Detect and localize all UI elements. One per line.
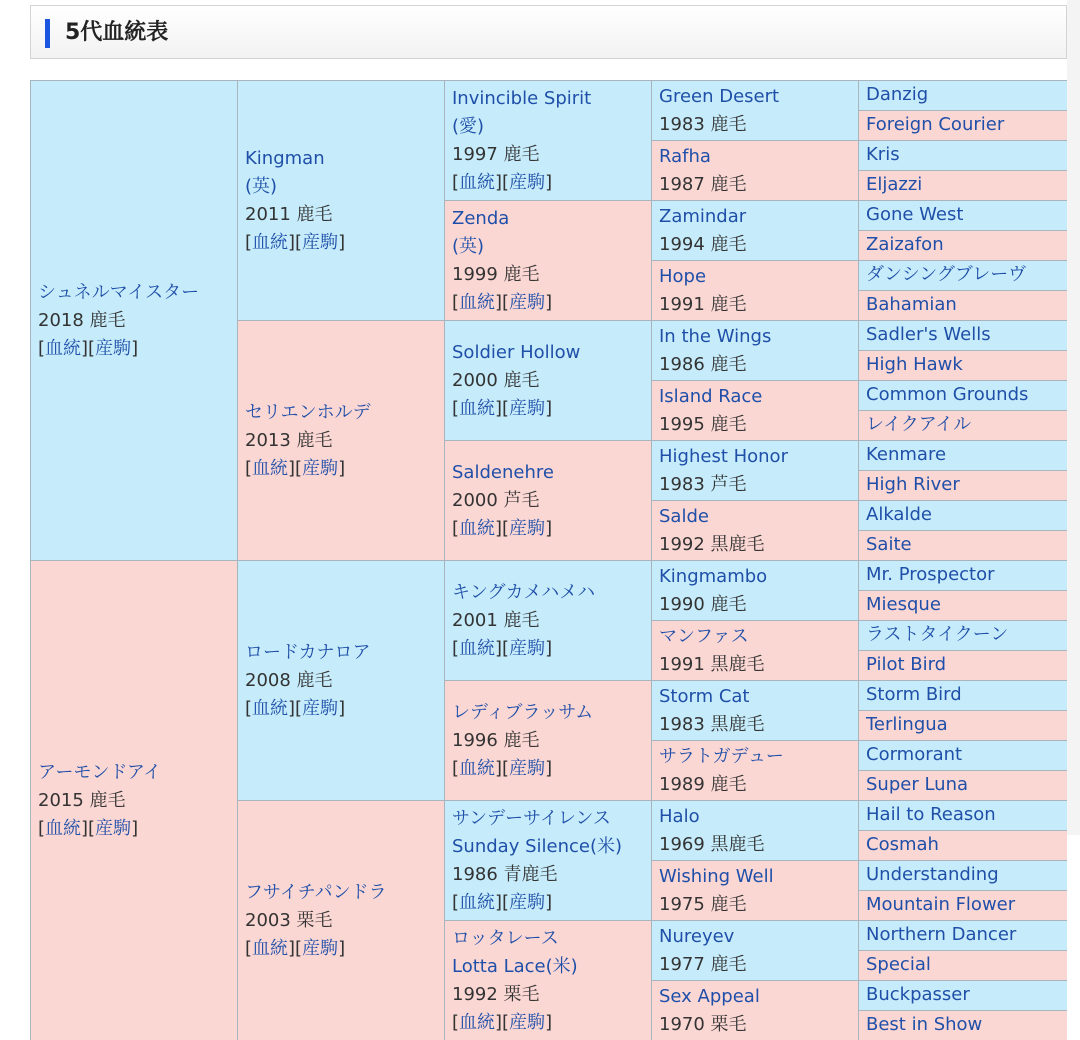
ancestor-cell-gen4 bbox=[651, 320, 858, 380]
offspring-link[interactable]: 産駒 bbox=[302, 697, 339, 719]
birth-year-coat: 1990 鹿毛 bbox=[659, 593, 747, 615]
pedigree-links: [血統][産駒] bbox=[452, 891, 553, 913]
birth-year-coat: 1992 黒鹿毛 bbox=[659, 533, 765, 555]
horse-name-link[interactable]: Hail to Reason bbox=[866, 804, 996, 825]
ancestor-cell-gen5 bbox=[858, 950, 1067, 980]
ancestor-cell-gen3 bbox=[444, 560, 651, 680]
horse-name-link[interactable]: ラストタイクーン bbox=[866, 624, 1009, 645]
pedigree-link[interactable]: 血統 bbox=[252, 937, 289, 959]
birth-year-coat: 1983 芦毛 bbox=[659, 473, 747, 495]
horse-name-link[interactable]: Foreign Courier bbox=[866, 114, 1005, 135]
horse-name-link[interactable]: ロッタレース bbox=[452, 927, 559, 949]
ancestor-cell-gen5 bbox=[858, 590, 1067, 620]
horse-name-link[interactable]: ロードカナロア bbox=[245, 641, 371, 663]
horse-name-link[interactable]: Northern Dancer bbox=[866, 924, 1017, 945]
ancestor-cell-gen5 bbox=[858, 530, 1067, 560]
ancestor-cell-gen4 bbox=[651, 740, 858, 800]
pedigree-link[interactable]: 血統 bbox=[459, 397, 496, 419]
pedigree-link[interactable]: 血統 bbox=[45, 337, 82, 359]
horse-name-link[interactable]: Kris bbox=[866, 144, 900, 165]
horse-name-link[interactable]: Saldenehre bbox=[452, 461, 554, 483]
horse-name-link[interactable]: Sex Appeal bbox=[659, 985, 760, 1007]
horse-name-link[interactable]: ダンシングブレーヴ bbox=[866, 264, 1027, 285]
horse-name-link[interactable]: Invincible Spirit bbox=[452, 87, 592, 109]
ancestor-cell-gen5 bbox=[858, 620, 1067, 650]
horse-name-link[interactable]: Super Luna bbox=[866, 774, 969, 795]
horse-name-link[interactable]: キングカメハメハ bbox=[452, 581, 596, 603]
birth-year-coat: 1986 鹿毛 bbox=[659, 353, 747, 375]
horse-name-link[interactable]: Best in Show bbox=[866, 1014, 983, 1035]
birth-year-coat: 1986 青鹿毛 bbox=[452, 863, 558, 885]
ancestor-cell-gen5 bbox=[858, 170, 1067, 200]
ancestor-cell-gen4 bbox=[651, 140, 858, 200]
horse-name-link[interactable]: Salde bbox=[659, 505, 709, 527]
ancestor-cell-gen4 bbox=[651, 440, 858, 500]
horse-name-link[interactable]: Highest Honor bbox=[659, 445, 788, 467]
horse-name-link[interactable]: Kenmare bbox=[866, 444, 947, 465]
ancestor-cell-gen5 bbox=[858, 560, 1067, 590]
ancestor-cell-gen3 bbox=[444, 440, 651, 560]
horse-name-link[interactable]: High River bbox=[866, 474, 960, 495]
offspring-link[interactable]: 産駒 bbox=[509, 171, 546, 193]
horse-name-link[interactable]: Storm Cat bbox=[659, 685, 750, 707]
horse-name-link[interactable]: セリエンホルデ bbox=[245, 401, 371, 423]
horse-name-link[interactable]: Buckpasser bbox=[866, 984, 970, 1005]
ancestor-cell-gen4 bbox=[651, 980, 858, 1040]
ancestor-cell-gen3 bbox=[444, 920, 651, 1040]
horse-name-link[interactable]: Saite bbox=[866, 534, 912, 555]
ancestor-cell-gen1 bbox=[30, 80, 237, 560]
ancestor-cell-gen5 bbox=[858, 920, 1067, 950]
ancestor-cell-gen1 bbox=[30, 560, 237, 1040]
horse-name-link[interactable]: Kingman bbox=[245, 147, 325, 169]
ancestor-cell-gen5 bbox=[858, 320, 1067, 350]
horse-name-link[interactable]: フサイチパンドラ bbox=[245, 881, 387, 903]
ancestor-cell-gen5 bbox=[858, 500, 1067, 530]
offspring-link[interactable]: 産駒 bbox=[302, 457, 339, 479]
ancestor-cell-gen2 bbox=[237, 800, 444, 1040]
horse-name-link[interactable]: Soldier Hollow bbox=[452, 341, 581, 363]
birth-year-coat: 1992 栗毛 bbox=[452, 983, 540, 1005]
ancestor-cell-gen5 bbox=[858, 80, 1067, 110]
horse-name-link[interactable]: サンデーサイレンス bbox=[452, 807, 611, 829]
ancestor-cell-gen5 bbox=[858, 110, 1067, 140]
ancestor-cell-gen5 bbox=[858, 740, 1067, 770]
pedigree-link[interactable]: 血統 bbox=[459, 637, 496, 659]
pedigree-link[interactable]: 血統 bbox=[459, 171, 496, 193]
birth-year-coat: 1994 鹿毛 bbox=[659, 233, 747, 255]
horse-name-link[interactable]: Understanding bbox=[866, 864, 999, 885]
offspring-link[interactable]: 産駒 bbox=[509, 637, 546, 659]
birth-year-coat: 2018 鹿毛 bbox=[38, 309, 126, 331]
pedigree-link[interactable]: 血統 bbox=[459, 757, 496, 779]
pedigree-link[interactable]: 血統 bbox=[252, 231, 289, 253]
ancestor-cell-gen5 bbox=[858, 890, 1067, 920]
ancestor-cell-gen4 bbox=[651, 920, 858, 980]
horse-name-link[interactable]: Island Race bbox=[659, 385, 763, 407]
offspring-link[interactable]: 産駒 bbox=[95, 817, 132, 839]
horse-origin-link[interactable]: (英) bbox=[245, 175, 278, 197]
horse-name-link[interactable]: Common Grounds bbox=[866, 384, 1029, 405]
offspring-link[interactable]: 産駒 bbox=[509, 397, 546, 419]
horse-name-link[interactable]: Zamindar bbox=[659, 205, 747, 227]
ancestor-cell-gen3 bbox=[444, 680, 651, 800]
pedigree-links: [血統][産駒] bbox=[452, 637, 553, 659]
horse-origin-link[interactable]: (愛) bbox=[452, 115, 485, 137]
horse-name-link[interactable]: Storm Bird bbox=[866, 684, 962, 705]
pedigree-links: [血統][産駒] bbox=[452, 1011, 553, 1033]
birth-year-coat: 1977 鹿毛 bbox=[659, 953, 747, 975]
offspring-link[interactable]: 産駒 bbox=[302, 937, 339, 959]
pedigree-links: [血統][産駒] bbox=[245, 231, 346, 253]
ancestor-cell-gen4 bbox=[651, 680, 858, 740]
birth-year-coat: 2015 鹿毛 bbox=[38, 789, 126, 811]
birth-year-coat: 2000 芦毛 bbox=[452, 489, 540, 511]
pedigree-links: [血統][産駒] bbox=[245, 937, 346, 959]
pedigree-link[interactable]: 血統 bbox=[45, 817, 82, 839]
horse-name-link[interactable]: Rafha bbox=[659, 145, 711, 167]
birth-year-coat: 1989 鹿毛 bbox=[659, 773, 747, 795]
ancestor-cell-gen5 bbox=[858, 650, 1067, 680]
offspring-link[interactable]: 産駒 bbox=[302, 231, 339, 253]
horse-name-link[interactable]: Zenda bbox=[452, 207, 510, 229]
ancestor-cell-gen5 bbox=[858, 380, 1067, 410]
ancestor-cell-gen3 bbox=[444, 320, 651, 440]
horse-name-link[interactable]: Green Desert bbox=[659, 85, 780, 107]
horse-name-link[interactable]: Hope bbox=[659, 265, 707, 287]
pedigree-link[interactable]: 血統 bbox=[459, 1011, 496, 1033]
offspring-link[interactable]: 産駒 bbox=[509, 757, 546, 779]
horse-name-link[interactable]: Eljazzi bbox=[866, 174, 923, 195]
horse-origin-link[interactable]: (英) bbox=[452, 235, 485, 257]
ancestor-cell-gen5 bbox=[858, 470, 1067, 500]
ancestor-cell-gen5 bbox=[858, 290, 1067, 320]
ancestor-cell-gen5 bbox=[858, 140, 1067, 170]
horse-name-link[interactable]: Terlingua bbox=[866, 714, 948, 735]
horse-name-link[interactable]: Special bbox=[866, 954, 931, 975]
ancestor-cell-gen5 bbox=[858, 410, 1067, 440]
birth-year-coat: 1983 黒鹿毛 bbox=[659, 713, 765, 735]
ancestor-cell-gen4 bbox=[651, 560, 858, 620]
horse-name-link[interactable]: Cosmah bbox=[866, 834, 939, 855]
ancestor-cell-gen3 bbox=[444, 80, 651, 200]
horse-name-link[interactable]: Mr. Prospector bbox=[866, 564, 995, 585]
birth-year-coat: 1995 鹿毛 bbox=[659, 413, 747, 435]
birth-year-coat: 2013 鹿毛 bbox=[245, 429, 333, 451]
pedigree-link[interactable]: 血統 bbox=[459, 291, 496, 313]
section-title: 5代血統表 bbox=[65, 20, 169, 45]
offspring-link[interactable]: 産駒 bbox=[509, 891, 546, 913]
offspring-link[interactable]: 産駒 bbox=[509, 291, 546, 313]
ancestor-cell-gen5 bbox=[858, 710, 1067, 740]
birth-year-coat: 1991 鹿毛 bbox=[659, 293, 747, 315]
ancestor-cell-gen5 bbox=[858, 440, 1067, 470]
birth-year-coat: 2008 鹿毛 bbox=[245, 669, 333, 691]
horse-name-link[interactable]: Pilot Bird bbox=[866, 654, 947, 675]
birth-year-coat: 1999 鹿毛 bbox=[452, 263, 540, 285]
ancestor-cell-gen2 bbox=[237, 560, 444, 800]
ancestor-cell-gen4 bbox=[651, 260, 858, 320]
pedigree-links: [血統][産駒] bbox=[245, 457, 346, 479]
horse-name-link[interactable]: アーモンドアイ bbox=[38, 761, 162, 783]
pedigree-link[interactable]: 血統 bbox=[252, 457, 289, 479]
horse-name-link[interactable]: Alkalde bbox=[866, 504, 932, 525]
ancestor-cell-gen5 bbox=[858, 230, 1067, 260]
horse-origin-link[interactable]: Sunday Silence(米) bbox=[452, 835, 622, 857]
birth-year-coat: 1987 鹿毛 bbox=[659, 173, 747, 195]
horse-name-link[interactable]: Zaizafon bbox=[866, 234, 944, 255]
birth-year-coat: 2011 鹿毛 bbox=[245, 203, 333, 225]
horse-name-link[interactable]: High Hawk bbox=[866, 354, 963, 375]
birth-year-coat: 1991 黒鹿毛 bbox=[659, 653, 765, 675]
offspring-link[interactable]: 産駒 bbox=[95, 337, 132, 359]
horse-name-link[interactable]: In the Wings bbox=[659, 325, 772, 347]
birth-year-coat: 2003 栗毛 bbox=[245, 909, 333, 931]
pedigree-link[interactable]: 血統 bbox=[252, 697, 289, 719]
ancestor-cell-gen5 bbox=[858, 830, 1067, 860]
ancestor-cell-gen2 bbox=[237, 320, 444, 560]
birth-year-coat: 1970 栗毛 bbox=[659, 1013, 747, 1035]
ancestor-cell-gen5 bbox=[858, 350, 1067, 380]
horse-name-link[interactable]: Halo bbox=[659, 805, 700, 827]
horse-name-link[interactable]: Nureyev bbox=[659, 925, 735, 947]
horse-name-link[interactable]: Wishing Well bbox=[659, 865, 774, 887]
pedigree-links: [血統][産駒] bbox=[38, 817, 139, 839]
pedigree-links: [血統][産駒] bbox=[452, 171, 553, 193]
pedigree-links: [血統][産駒] bbox=[452, 397, 553, 419]
birth-year-coat: 1975 鹿毛 bbox=[659, 893, 747, 915]
offspring-link[interactable]: 産駒 bbox=[509, 517, 546, 539]
ancestor-cell-gen5 bbox=[858, 800, 1067, 830]
horse-name-link[interactable]: Mountain Flower bbox=[866, 894, 1016, 915]
horse-name-link[interactable]: サラトガデュー bbox=[659, 745, 784, 767]
horse-name-link[interactable]: Bahamian bbox=[866, 294, 957, 315]
horse-name-link[interactable]: Sadler's Wells bbox=[866, 324, 991, 345]
ancestor-cell-gen4 bbox=[651, 620, 858, 680]
pedigree-links: [血統][産駒] bbox=[245, 697, 346, 719]
ancestor-cell-gen4 bbox=[651, 80, 858, 140]
pedigree-links: [血統][産駒] bbox=[452, 757, 553, 779]
birth-year-coat: 1983 鹿毛 bbox=[659, 113, 747, 135]
ancestor-cell-gen5 bbox=[858, 680, 1067, 710]
ancestor-cell-gen4 bbox=[651, 800, 858, 860]
birth-year-coat: 1996 鹿毛 bbox=[452, 729, 540, 751]
ancestor-cell-gen4 bbox=[651, 200, 858, 260]
ancestor-cell-gen5 bbox=[858, 860, 1067, 890]
birth-year-coat: 2000 鹿毛 bbox=[452, 369, 540, 391]
pedigree-links: [血統][産駒] bbox=[38, 337, 139, 359]
ancestor-cell-gen3 bbox=[444, 200, 651, 320]
ancestor-cell-gen3 bbox=[444, 800, 651, 920]
ancestor-cell-gen4 bbox=[651, 860, 858, 920]
horse-name-link[interactable]: Danzig bbox=[866, 84, 929, 105]
horse-name-link[interactable]: Kingmambo bbox=[659, 565, 768, 587]
pedigree-link[interactable]: 血統 bbox=[459, 891, 496, 913]
horse-name-link[interactable]: レイクアイル bbox=[866, 414, 972, 435]
ancestor-cell-gen5 bbox=[858, 980, 1067, 1010]
horse-name-link[interactable]: Gone West bbox=[866, 204, 964, 225]
ancestor-cell-gen4 bbox=[651, 380, 858, 440]
horse-name-link[interactable]: レディブラッサム bbox=[452, 701, 594, 723]
horse-name-link[interactable]: Miesque bbox=[866, 594, 941, 615]
birth-year-coat: 1969 黒鹿毛 bbox=[659, 833, 765, 855]
ancestor-cell-gen4 bbox=[651, 500, 858, 560]
offspring-link[interactable]: 産駒 bbox=[509, 1011, 546, 1033]
ancestor-cell-gen5 bbox=[858, 200, 1067, 230]
horse-name-link[interactable]: Cormorant bbox=[866, 744, 963, 765]
ancestor-cell-gen5 bbox=[858, 260, 1067, 290]
pedigree-link[interactable]: 血統 bbox=[459, 517, 496, 539]
pedigree-links: [血統][産駒] bbox=[452, 517, 553, 539]
ancestor-cell-gen5 bbox=[858, 770, 1067, 800]
horse-origin-link[interactable]: Lotta Lace(米) bbox=[452, 955, 578, 977]
ancestor-cell-gen5 bbox=[858, 1010, 1067, 1040]
birth-year-coat: 1997 鹿毛 bbox=[452, 143, 540, 165]
birth-year-coat: 2001 鹿毛 bbox=[452, 609, 540, 631]
horse-name-link[interactable]: シュネルマイスター bbox=[38, 281, 200, 303]
pedigree-links: [血統][産駒] bbox=[452, 291, 553, 313]
horse-name-link[interactable]: マンファス bbox=[659, 625, 749, 647]
ancestor-cell-gen2 bbox=[237, 80, 444, 320]
